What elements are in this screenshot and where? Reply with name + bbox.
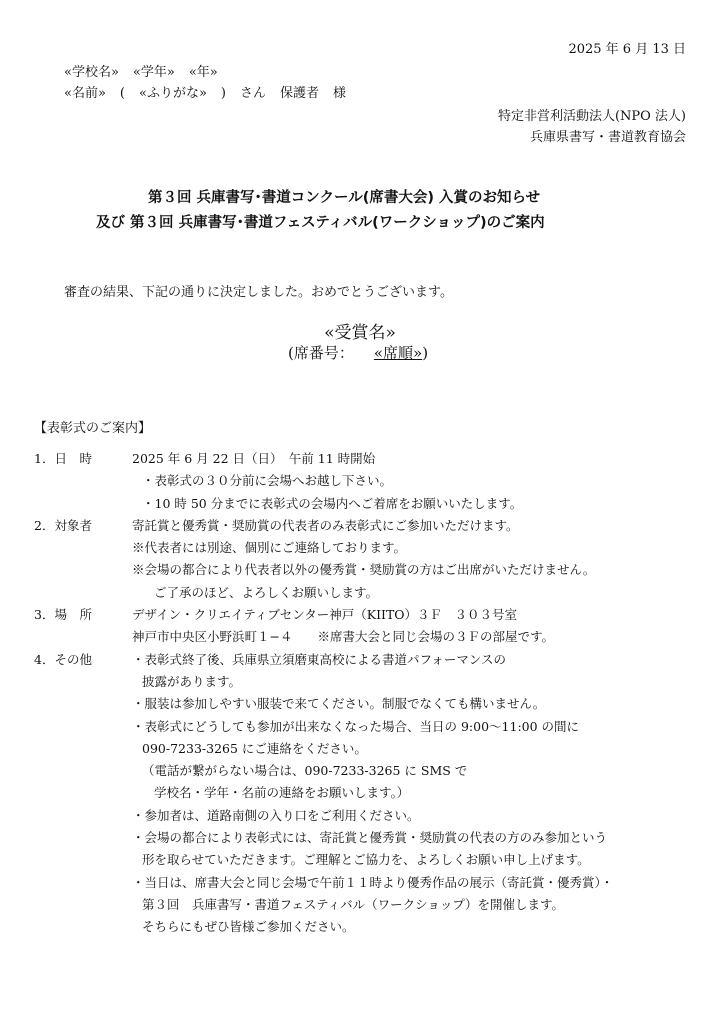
detail-line: デザイン・クリエイティブセンター神戸（KIITO）３Ｆ ３０３号室 [132,607,518,623]
organization-type: 特定非営利活動法人(NPO 法人) [497,109,686,124]
furigana-field: «ふりがな» [139,86,207,101]
details-list [34,448,694,939]
detail-line: 第３回 兵庫書写・書道フェスティバル（ワークショップ）を開催します。 [142,896,565,912]
paren-open: ( [119,86,125,101]
intro-text: 審査の結果、下記の通りに決定しました。おめでとうございます。 [64,285,453,300]
seat-label: (席番号： [288,344,354,362]
honorific-san: さん [240,86,267,101]
detail-line: ・参加者は、道路南側の入り口をご利用ください。 [132,807,420,823]
detail-line: 披露があります。 [142,673,242,689]
grade-field: «学年» [132,65,175,80]
detail-line: そちらにもぜひ皆様ご参加ください。 [142,919,355,935]
paren-close: ) [220,86,226,101]
title-line-1: 第３回 兵庫書写･書道コンクール(席書大会) 入賞のお知らせ [148,190,541,206]
detail-line: ・表彰式の３０分前に会場へお越し下さい。 [142,473,393,489]
section-title: 【表彰式のご案内】 [34,421,152,436]
name-field: «名前» [64,86,106,101]
detail-line: 神戸市中央区小野浜町１−４ ※席書大会と同じ会場の３Ｆの部屋です。 [132,629,554,645]
school-field: «学校名» [64,65,119,80]
detail-item-other [34,649,694,939]
detail-item-eligibility [34,515,694,604]
document-date: 2025 年 6 月 13 日 [568,42,686,57]
detail-line: ・表彰式終了後、兵庫県立須磨東高校による書道パフォーマンスの [132,651,507,667]
detail-line: ・表彰式にどうしても参加が出来なくなった場合、当日の 9:00〜11:00 の間に [132,718,580,734]
item-label: 1．日 時 [34,451,92,466]
recipient-school-line [64,61,232,80]
detail-line: （電話が繋がらない場合は、090-7233-3265 に SMS で [142,763,468,779]
detail-line: ※代表者には別途、個別にご連絡しております。 [132,540,407,556]
organization-name: 兵庫県書写・書道教育協会 [529,130,686,145]
detail-item-datetime [34,448,694,515]
detail-line: 090-7233-3265 にご連絡をください。 [142,740,367,756]
detail-line: ・服装は参加しやすい服装で来てください。制服でなくても構いません。 [132,696,546,712]
detail-line: 形を取らせていただきます。ご理解とご協力を、よろしくお願い申し上げます。 [142,852,590,868]
item-label: 4．その他 [34,651,92,667]
item-label: 2．対象者 [34,517,92,533]
detail-item-venue [34,604,694,649]
detail-line: 寄託賞と優秀賞・奨励賞の代表者のみ表彰式にご参加いただけます。 [132,517,519,533]
seat-number-line [288,342,428,363]
detail-line: ※会場の都合により代表者以外の優秀賞・奨励賞の方はご出席がいただけません。 [132,562,596,578]
year-field: «年» [188,65,218,80]
seat-value: «席順» [373,344,423,362]
detail-line: ・当日は、席書大会と同じ会場で午前１１時より優秀作品の展示（寄託賞・優秀賞）・ [132,874,614,890]
detail-line: ・10 時 50 分までに表彰式の会場内へご着席をお願いいたします。 [142,495,523,511]
guardian-label: 保護者 [280,86,320,101]
detail-line: ご了承のほど、よろしくお願いします。 [154,584,379,600]
award-name: «受賞名» [324,323,396,343]
item-label: 3．場 所 [34,607,92,623]
seat-close: ) [422,344,429,362]
honorific-sama: 様 [333,86,347,101]
title-line-2: 及び 第３回 兵庫書写･書道フェスティバル(ワークショップ)のご案内 [96,215,545,231]
detail-line: 2025 年 6 月 22 日（日） 午前 11 時開始 [132,451,376,466]
detail-line: 学校名・学年・名前の連絡をお願いします。） [154,785,410,801]
recipient-name-line [64,82,360,101]
detail-line: ・会場の都合により表彰式には、寄託賞と優秀賞・奨励賞の代表の方のみ参加という [132,830,608,846]
